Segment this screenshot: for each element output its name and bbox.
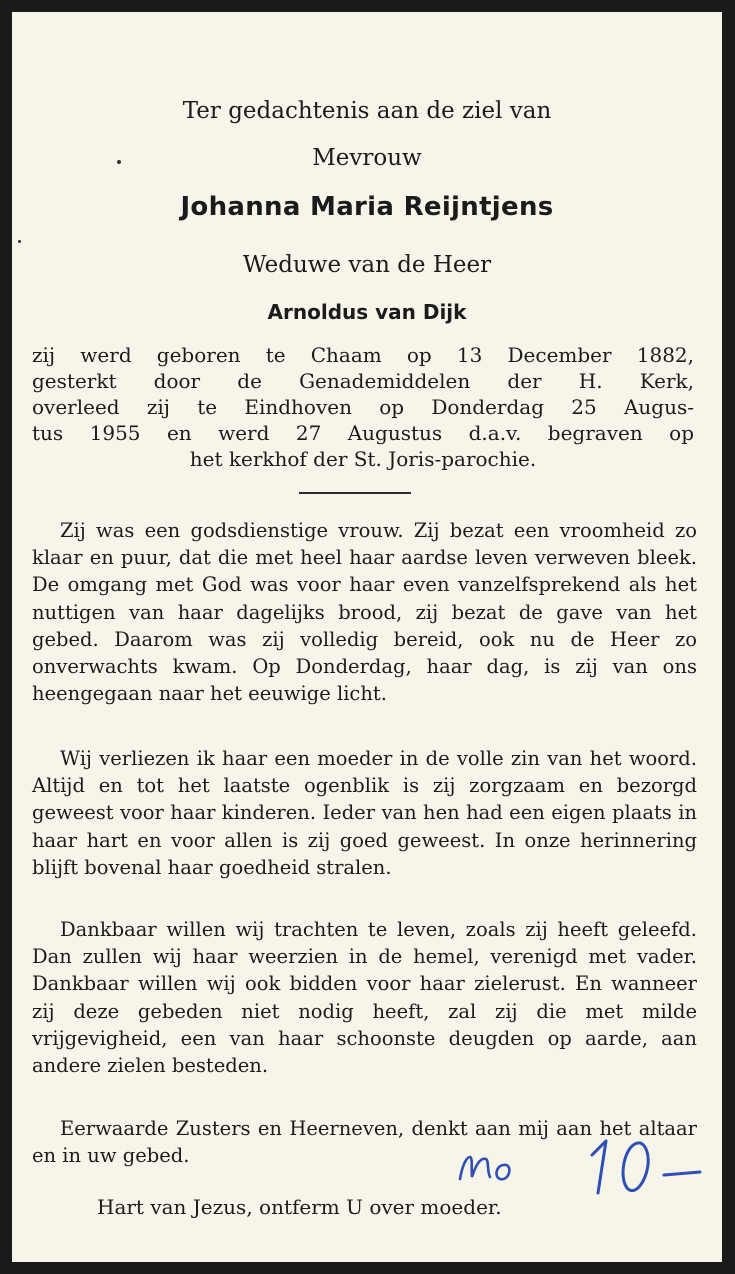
biography-line: gesterkt door de Genademiddelen der H. Kerk, <box>32 369 694 393</box>
handwriting-glyphs <box>442 1127 717 1207</box>
handwritten-annotation <box>442 1127 717 1207</box>
husband-name: Arnoldus van Dijk <box>267 300 467 324</box>
section-divider <box>299 492 411 494</box>
biography-line: overleed zij te Eindhoven op Donderdag 25 Augus- <box>32 395 694 419</box>
biography-line: zij werd geboren te Chaam op 13 December 1882, <box>32 343 694 367</box>
paragraph-gratitude: Dankbaar willen wij trachten te leven, zoals zij heeft geleefd. Dan zullen wij haar weerzien in de hemel, verenigd met vader. Dankbaar willen wij ook bidden voor haar zielerust. En wanneer zij deze gebeden niet nodig heeft, zal zij die met milde vrijgevigheid, een van haar schoonste deugden op aarde, aan andere zielen besteden. <box>32 918 697 1078</box>
memorial-card <box>12 12 722 1262</box>
paragraph-mother: Wij verliezen ik haar een moeder in de volle zin van het woord. Altijd en tot het laatste ogenblik is zij zorgzaam en bezorgd geweest voor haar kinderen. Ieder van hen had een eigen plaats in haar hart en voor allen is zij goed geweest. In onze herinnering blijft bovenal haar goedheid stralen. <box>32 747 697 879</box>
ink-speck <box>18 240 21 243</box>
relation-line: Weduwe van de Heer <box>242 252 492 278</box>
biography-block <box>32 342 694 472</box>
honorific-title: Mevrouw <box>312 145 422 171</box>
closing-prayer: Hart van Jezus, ontferm U over moeder. <box>97 1195 502 1219</box>
deceased-name: Johanna Maria Reijntjens <box>180 192 554 222</box>
paragraph-devotion: Zij was een godsdienstige vrouw. Zij bezat een vroomheid zo klaar en puur, dat die met heel haar aardse leven verweven bleek. De omgang met God was voor haar even vanzelfsprekend als het nuttigen van haar dagelijks brood, zij bezat de gave van het gebed. Daarom was zij volledig bereid, ook nu de Heer zo onverwachts kwam. Op Donderdag, haar dag, is zij van ons heengegaan naar het eeuwige licht. <box>32 519 697 706</box>
paragraph-prayer-request: Eerwaarde Zusters en Heerneven, denkt aan mij aan het altaar en in uw gebed. <box>32 1117 697 1168</box>
memorial-heading: Ter gedachtenis aan de ziel van <box>182 98 552 124</box>
biography-line: tus 1955 en werd 27 Augustus d.a.v. begraven op <box>32 421 694 445</box>
biography-line: het kerkhof der St. Joris-parochie. <box>189 447 537 471</box>
